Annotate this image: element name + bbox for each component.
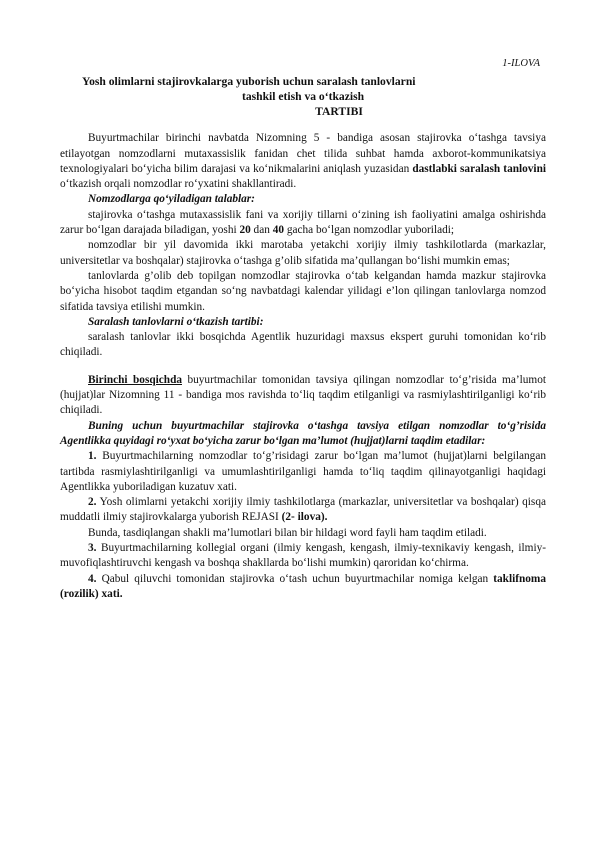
stage-1-paragraph [60,373,546,419]
age-min: 20 [239,224,251,237]
procedure-heading: Saralash tanlovlarni o‘tkazish tartibi: [88,315,264,328]
title-line-3: TARTIBI [315,105,363,119]
item-3-number: 3. [88,542,97,555]
requirement-2: nomzodlar bir yil davomida ikki marotaba yetakchi xorijiy ilmiy tashkilotlarda (markazlar, universitetlar va boshqalar) stajirovka o‘tashga g’olib sifatida ma’qullangan bo‘lishi mumkin emas; [60,239,546,267]
item-2-text: Yosh olimlarni yetakchi xorijiy ilmiy tashkilotlarga (markazlar, universitetlar va boshqalar) qisqa muddatli ilmiy stajirovkalarga yuborish REJASI [60,496,546,524]
requirement-1 [60,208,546,239]
stage-1-label: Birinchi bosqichda [88,373,182,386]
intro-text-b: o‘tkazish orqali nomzodlar ro‘yxatini shakllantiradi. [60,178,297,191]
requirement-3: tanlovlarda g’olib deb topilgan nomzodlar stajirovka o‘tab kelgandan hamda mazkur stajirovka bo‘yicha hisobot taqdim etgandan so‘ng navbatdagi kalendar yilidagi e’lon qilingan tanlovlarga nomzod sifatida tavsiya etilishi mumkin. [60,269,546,313]
item-3-text: Buyurtmachilarning kollegial organi (ilmiy kengash, kengash, ilmiy-texnikaviy kengash, ilmiy-muvofiqlashtiruvchi kengash va boshqa shakllarda bo‘lishi mumkin) qaroridan ko‘chirma. [60,542,546,570]
item-3 [60,541,546,572]
age-max: 40 [272,224,284,237]
item-2-note: Bunda, tasdiqlangan shakli ma’lumotlari bilan bir hildagi word fayli ham taqdim etiladi. [88,526,487,539]
procedure-1: saralash tanlovlar ikki bosqichda Agentlik huzuridagi maxsus ekspert guruhi tomonidan ko‘rib chiqiladi. [60,331,546,359]
title-line-2: tashkil etish va o‘tkazish [241,90,365,104]
item-4 [60,572,546,603]
requirement-1-text-b: gacha bo‘lgan nomzodlar yuboriladi; [284,224,455,237]
item-4-bold: taklifnoma (rozilik) xati. [60,572,546,600]
item-1-number: 1. [88,450,97,463]
item-2-annex-ref: (2- ilova). [281,511,328,524]
item-1 [60,449,546,495]
annex-label: 1-ILOVA [502,58,540,69]
requirement-1-text-a: stajirovka o‘tashga mutaxassislik fani va xorijiy tillarni o‘zining ish faoliyatini amalga oshirishda zarur bo‘lgan darajada biladigan, yoshi [60,208,546,237]
intro-bold: dastlabki saralash tanlovini [412,162,546,175]
intro-text-a: Buyurtmachilar birinchi navbatda Nizomning 5 - bandiga asosan stajirovka o‘tashga tavsiya etilayotgan nomzodlarni mutaxassislik fanidan chet tilida suhbat hamda axborot-kommunikatsiya texnologiyalari bo‘yicha bilim darajasi va ko‘nikmalarini aniqlash yuzasidan [60,132,546,175]
stage-1-note: Buning uchun buyurtmachilar stajirovka o‘tashga tavsiya etilgan nomzodlar to‘g’risida Agentlikka quyidagi ro‘yxat bo‘yicha zarur bo‘lgan ma’lumot (hujjat)larni taqdim etadilar: [60,419,546,447]
intro-paragraph [60,131,546,192]
stage-1-text: buyurtmachilar tomonidan tavsiya qilingan nomzodlar to‘g’risida ma’lumot (hujjat)lar Nizomning 11 - bandiga mos ravishda to‘liq taqdim etilganligi va rasmiylashtirilganligi ko‘rib chiqiladi. [60,373,546,417]
requirements-heading: Nomzodlarga qo‘yiladigan talablar: [88,193,255,206]
item-4-number: 4. [88,572,97,585]
item-2-number: 2. [88,496,97,509]
item-2 [60,495,546,526]
requirement-1-mid: dan [250,224,273,237]
title-line-1: Yosh olimlarni stajirovkalarga yuborish uchun saralash tanlovlarni [82,75,416,89]
item-4-text: Qabul qiluvchi tomonidan stajirovka o‘tash uchun buyurtmachilar nomiga kelgan [96,572,494,585]
item-1-text: Buyurtmachilarning nomzodlar to‘g’risidagi zarur bo‘lgan ma’lumot (hujjat)larni belgilangan tartibda rasmiylashtirilganligi va umumlashtirilganligi hamda to‘liq taqdim qilinayotganligi haqidagi Agentlikka yuboriladigan kuzatuv xati. [60,450,546,493]
